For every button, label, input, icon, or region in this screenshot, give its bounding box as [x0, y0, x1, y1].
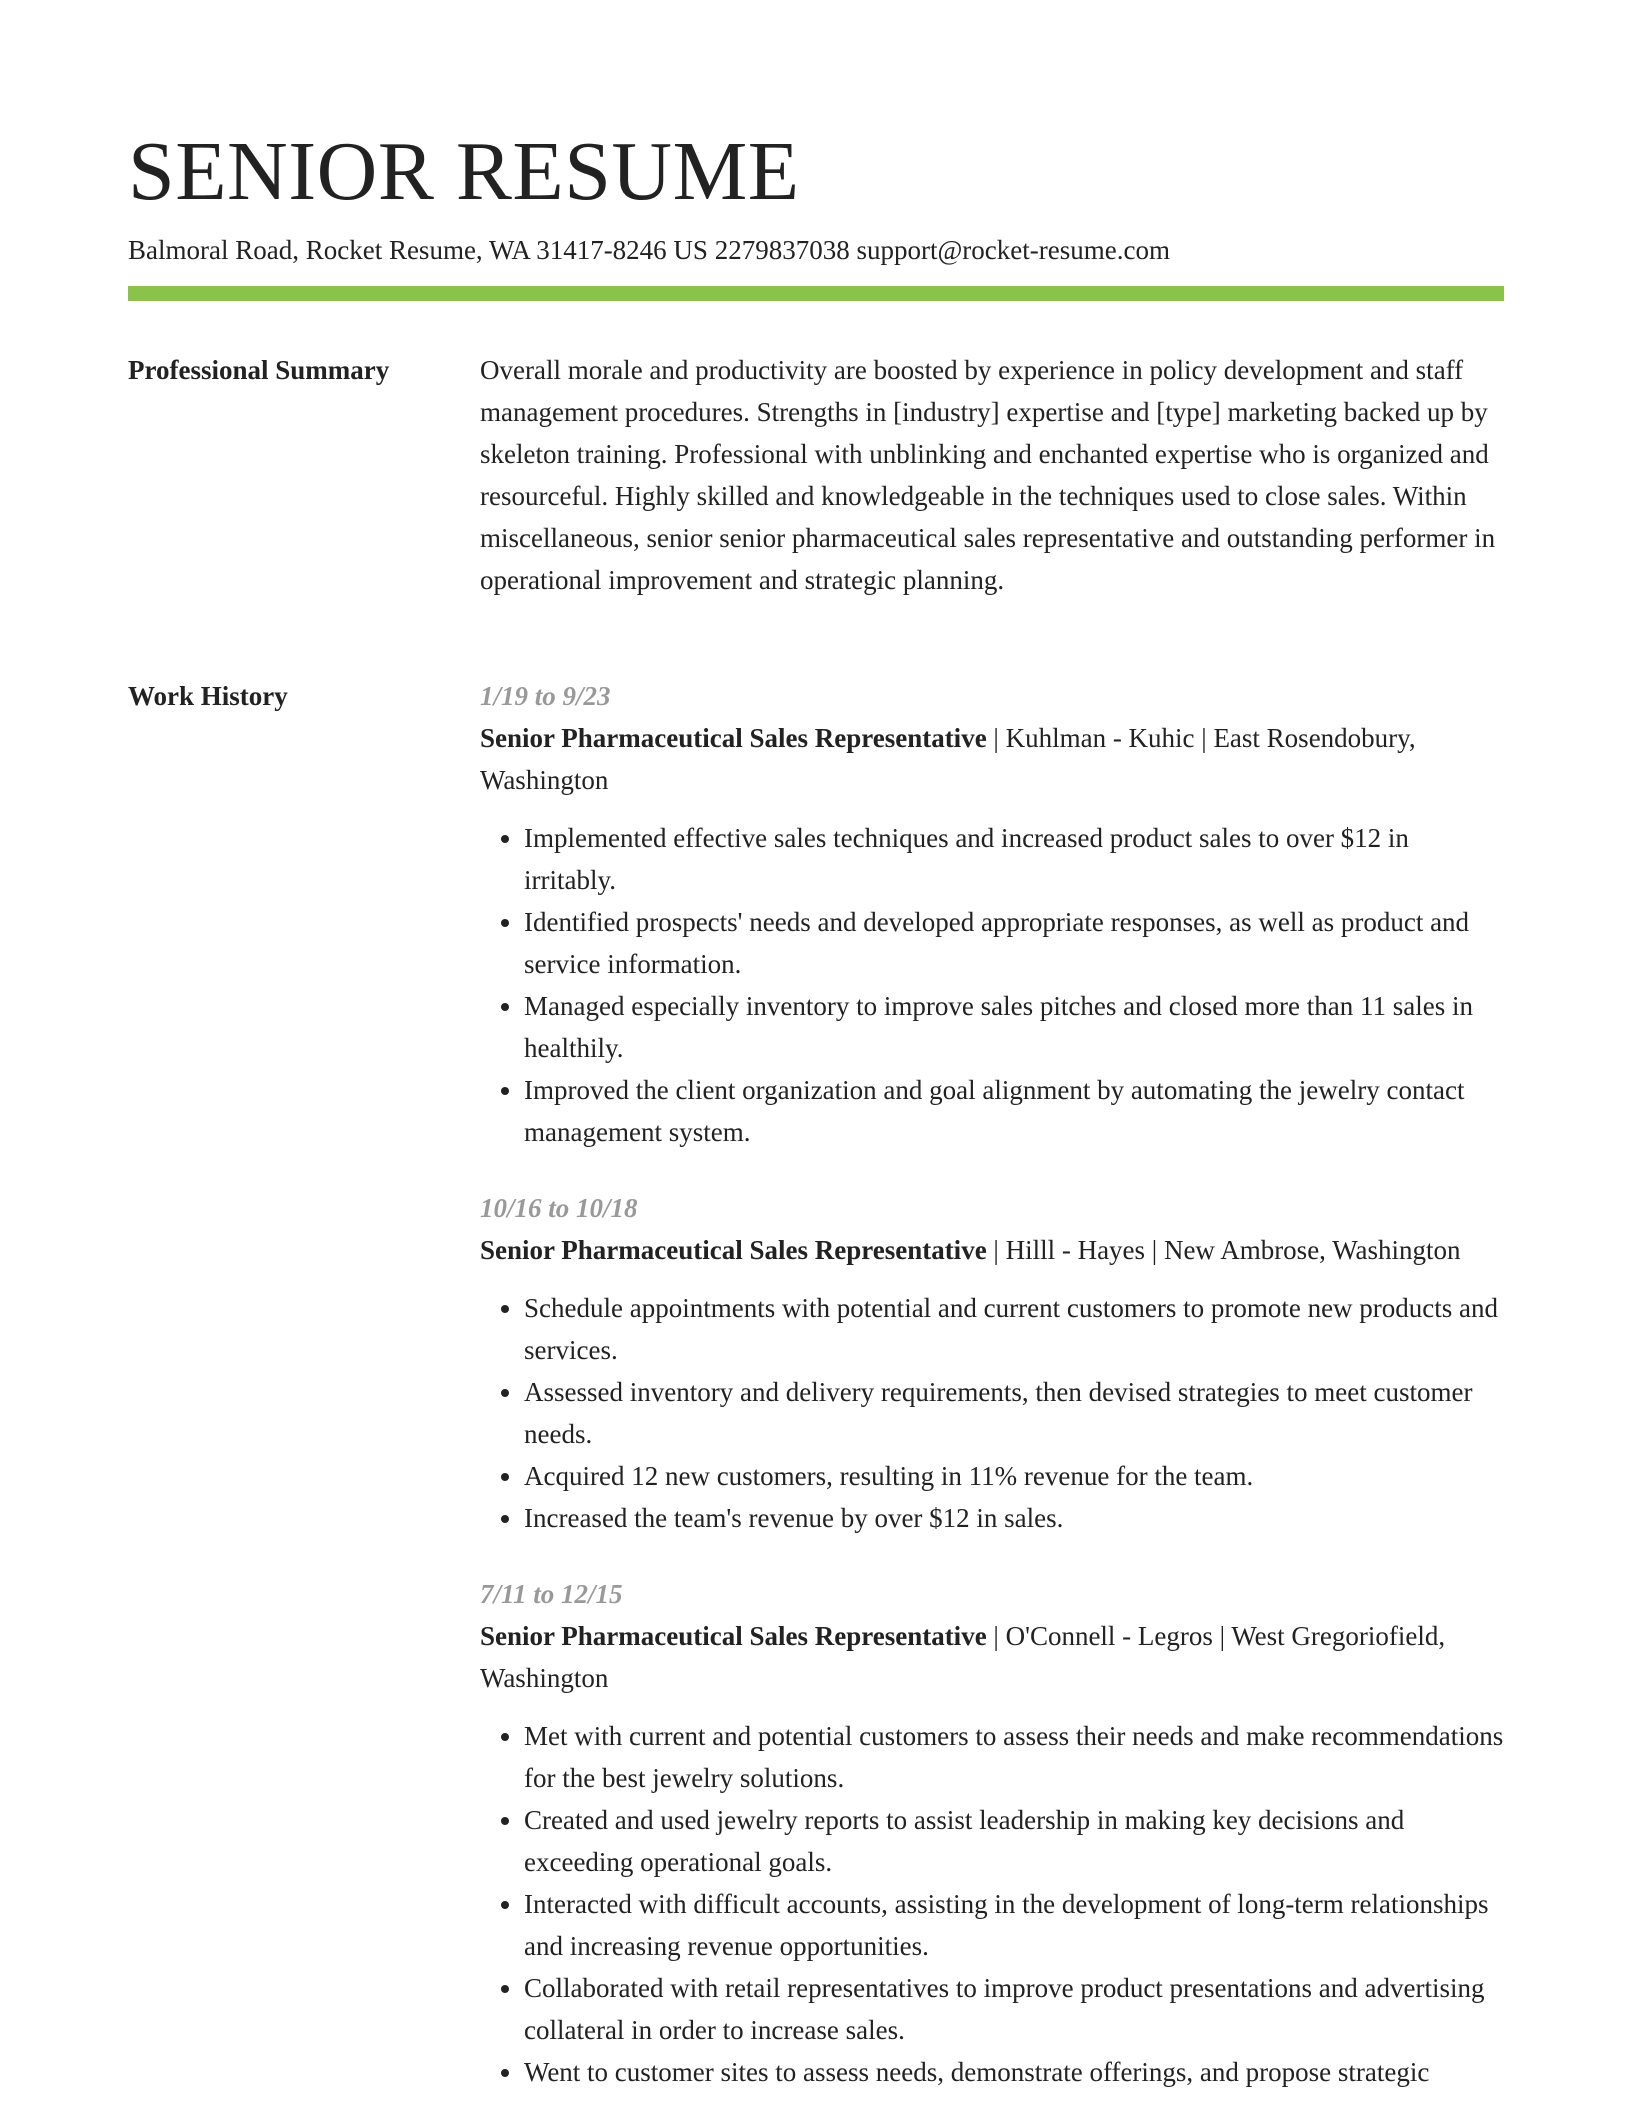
job-bullet: • Acquired 12 new customers, resulting in 11% revenue for the team. — [524, 1455, 1504, 1497]
job-bullet: • Assessed inventory and delivery requirements, then devised strategies to meet customer needs. — [524, 1371, 1504, 1455]
job-bullet: • Improved the client organization and goal alignment by automating the jewelry contact management system. — [524, 1069, 1504, 1153]
job-details: | Kuhlman - Kuhic | East Rosendobury, Washington — [480, 723, 1416, 795]
job-title-line — [480, 1229, 1504, 1271]
job-bullet: • Created and used jewelry reports to assist leadership in making key decisions and exceeding operational goals. — [524, 1799, 1504, 1883]
job-details: | O'Connell - Legros | West Gregoriofield, Washington — [480, 1621, 1446, 1693]
resume-name: SENIOR RESUME — [128, 125, 800, 218]
work-history-body — [480, 675, 1504, 2127]
section-label-summary: Professional Summary — [128, 355, 390, 385]
summary-text: Overall morale and productivity are boosted by experience in policy development and staff management procedures. Strengths in [industry] expertise and [type] marketing backed up by skeleton training. Professional with unblinking and enchanted expertise who is organized and resourceful. Highly skilled and knowledgeable in the techniques used to close sales. Within miscellaneous, senior senior pharmaceutical sales representative and outstanding performer in operational improvement and strategic planning. — [480, 355, 1496, 595]
section-label-work-history: Work History — [128, 681, 288, 711]
job-bullet-list — [480, 817, 1504, 1153]
job-entry — [480, 1187, 1504, 1539]
job-bullet: • Increased the team's revenue by over $12 in sales. — [524, 1497, 1504, 1539]
job-bullet: • Collaborated with retail representatives to improve product presentations and advertising collateral in order to increase sales. — [524, 1967, 1504, 2051]
job-title: Senior Pharmaceutical Sales Representative — [480, 1235, 987, 1265]
job-dates: 10/16 to 10/18 — [480, 1193, 638, 1223]
contact-line: Balmoral Road, Rocket Resume, WA 31417-8246 US 2279837038 support@rocket-resume.com — [128, 235, 1170, 265]
job-entry — [480, 675, 1504, 1153]
job-bullet: • Managed especially inventory to improve sales pitches and closed more than 11 sales in healthily. — [524, 985, 1504, 1069]
job-bullet-list — [480, 1287, 1504, 1539]
job-bullet: • Met with current and potential customers to assess their needs and make recommendations for the best jewelry solutions. — [524, 1715, 1504, 1799]
job-bullet: • Schedule appointments with potential and current customers to promote new products and services. — [524, 1287, 1504, 1371]
job-title: Senior Pharmaceutical Sales Representative — [480, 723, 987, 753]
job-entry — [480, 1573, 1504, 2093]
job-bullet: • Went to customer sites to assess needs, demonstrate offerings, and propose strategic — [524, 2051, 1504, 2093]
job-dates: 7/11 to 12/15 — [480, 1579, 623, 1609]
job-bullet: • Implemented effective sales techniques and increased product sales to over $12 in irritably. — [524, 817, 1504, 901]
job-details: | Hilll - Hayes | New Ambrose, Washington — [986, 1235, 1461, 1265]
job-title: Senior Pharmaceutical Sales Representative — [480, 1621, 987, 1651]
summary-body — [480, 349, 1504, 601]
job-dates: 1/19 to 9/23 — [480, 681, 611, 711]
job-title-line — [480, 717, 1504, 801]
header-divider — [128, 286, 1504, 301]
job-bullet: • Identified prospects' needs and developed appropriate responses, as well as product and service information. — [524, 901, 1504, 985]
job-bullet-list — [480, 1715, 1504, 2093]
job-bullet: • Interacted with difficult accounts, assisting in the development of long-term relationships and increasing revenue opportunities. — [524, 1883, 1504, 1967]
job-title-line — [480, 1615, 1504, 1699]
